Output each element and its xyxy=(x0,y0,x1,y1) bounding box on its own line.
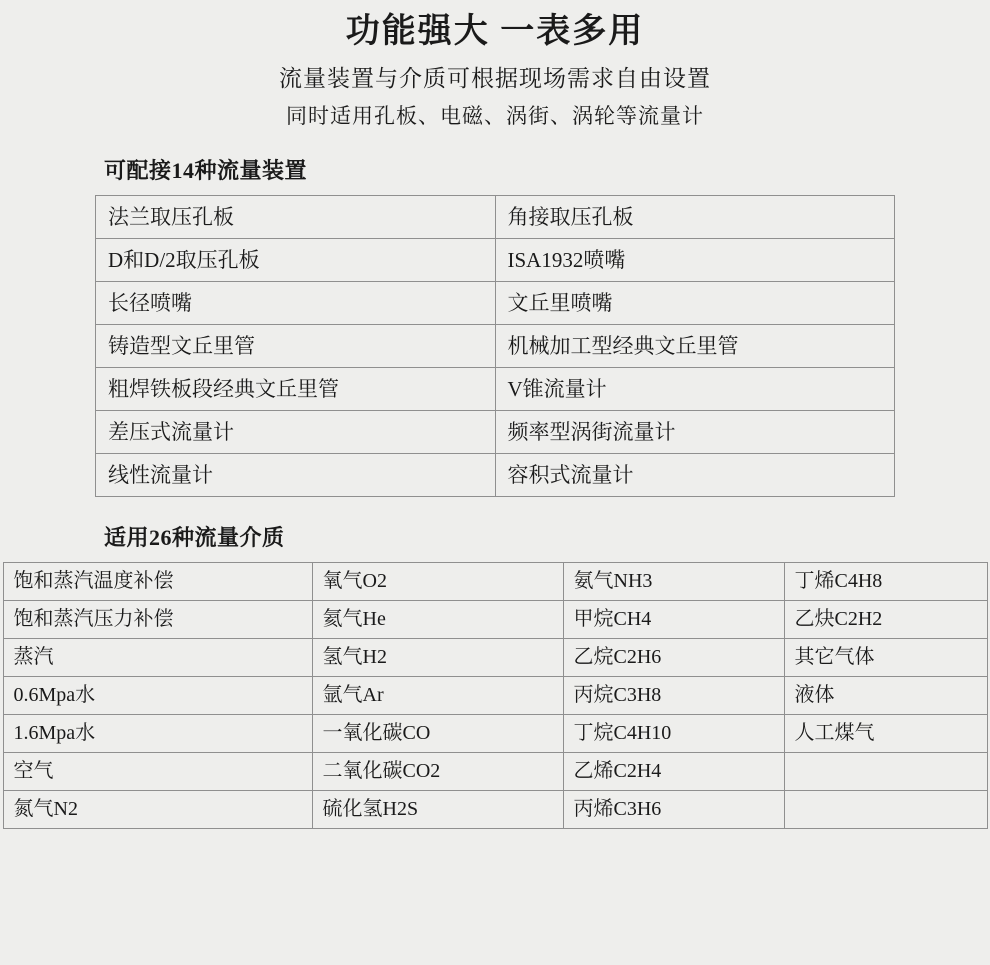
devices-section xyxy=(0,154,990,497)
table-cell: 饱和蒸汽温度补偿 xyxy=(3,563,312,601)
table-cell xyxy=(784,791,987,829)
table-cell: 甲烷CH4 xyxy=(563,601,784,639)
page-title: 功能强大 一表多用 xyxy=(345,13,645,50)
table-cell: 铸造型文丘里管 xyxy=(96,325,496,368)
table-cell: 法兰取压孔板 xyxy=(96,196,496,239)
table-cell: 0.6Mpa水 xyxy=(3,677,312,715)
table-cell: 氨气NH3 xyxy=(563,563,784,601)
table-cell: 机械加工型经典文丘里管 xyxy=(495,325,895,368)
table-cell: 乙烯C2H4 xyxy=(563,753,784,791)
table-cell: D和D/2取压孔板 xyxy=(96,239,496,282)
table-row xyxy=(96,282,895,325)
table-cell: ISA1932喷嘴 xyxy=(495,239,895,282)
table-row xyxy=(3,601,987,639)
table-row xyxy=(96,325,895,368)
table-cell: 人工煤气 xyxy=(784,715,987,753)
table-cell: 饱和蒸汽压力补偿 xyxy=(3,601,312,639)
media-section-title: 适用26种流量介质 xyxy=(104,525,285,551)
table-cell: 频率型涡街流量计 xyxy=(495,411,895,454)
table-cell: 丙烷C3H8 xyxy=(563,677,784,715)
table-cell xyxy=(784,753,987,791)
table-cell: 液体 xyxy=(784,677,987,715)
table-row xyxy=(96,454,895,497)
table-cell: 蒸汽 xyxy=(3,639,312,677)
table-cell: 氩气Ar xyxy=(312,677,563,715)
table-row xyxy=(96,196,895,239)
table-cell: 线性流量计 xyxy=(96,454,496,497)
page-subtitle: 流量装置与介质可根据现场需求自由设置 xyxy=(279,65,711,91)
table-cell: 其它气体 xyxy=(784,639,987,677)
table-cell: 乙炔C2H2 xyxy=(784,601,987,639)
table-cell: 容积式流量计 xyxy=(495,454,895,497)
table-row xyxy=(3,715,987,753)
table-cell: 硫化氢H2S xyxy=(312,791,563,829)
table-row xyxy=(3,639,987,677)
table-cell: 氢气H2 xyxy=(312,639,563,677)
table-cell: 一氧化碳CO xyxy=(312,715,563,753)
table-cell: V锥流量计 xyxy=(495,368,895,411)
page-subtitle-secondary: 同时适用孔板、电磁、涡街、涡轮等流量计 xyxy=(286,103,704,128)
media-table xyxy=(3,562,988,829)
table-cell: 丁烷C4H10 xyxy=(563,715,784,753)
table-row xyxy=(3,753,987,791)
media-section xyxy=(0,521,990,829)
table-cell: 1.6Mpa水 xyxy=(3,715,312,753)
table-row xyxy=(96,239,895,282)
table-cell: 氮气N2 xyxy=(3,791,312,829)
table-cell: 文丘里喷嘴 xyxy=(495,282,895,325)
table-cell: 氦气He xyxy=(312,601,563,639)
table-row xyxy=(3,791,987,829)
table-cell: 二氧化碳CO2 xyxy=(312,753,563,791)
table-cell: 粗焊铁板段经典文丘里管 xyxy=(96,368,496,411)
table-row xyxy=(3,677,987,715)
table-row xyxy=(3,563,987,601)
devices-section-title: 可配接14种流量装置 xyxy=(104,158,308,184)
table-row xyxy=(96,368,895,411)
table-row xyxy=(96,411,895,454)
table-cell: 丙烯C3H6 xyxy=(563,791,784,829)
table-cell: 乙烷C2H6 xyxy=(563,639,784,677)
table-cell: 丁烯C4H8 xyxy=(784,563,987,601)
table-cell: 长径喷嘴 xyxy=(96,282,496,325)
table-cell: 氧气O2 xyxy=(312,563,563,601)
table-cell: 角接取压孔板 xyxy=(495,196,895,239)
table-cell: 空气 xyxy=(3,753,312,791)
page-header xyxy=(0,0,990,130)
devices-table xyxy=(95,195,895,497)
table-cell: 差压式流量计 xyxy=(96,411,496,454)
